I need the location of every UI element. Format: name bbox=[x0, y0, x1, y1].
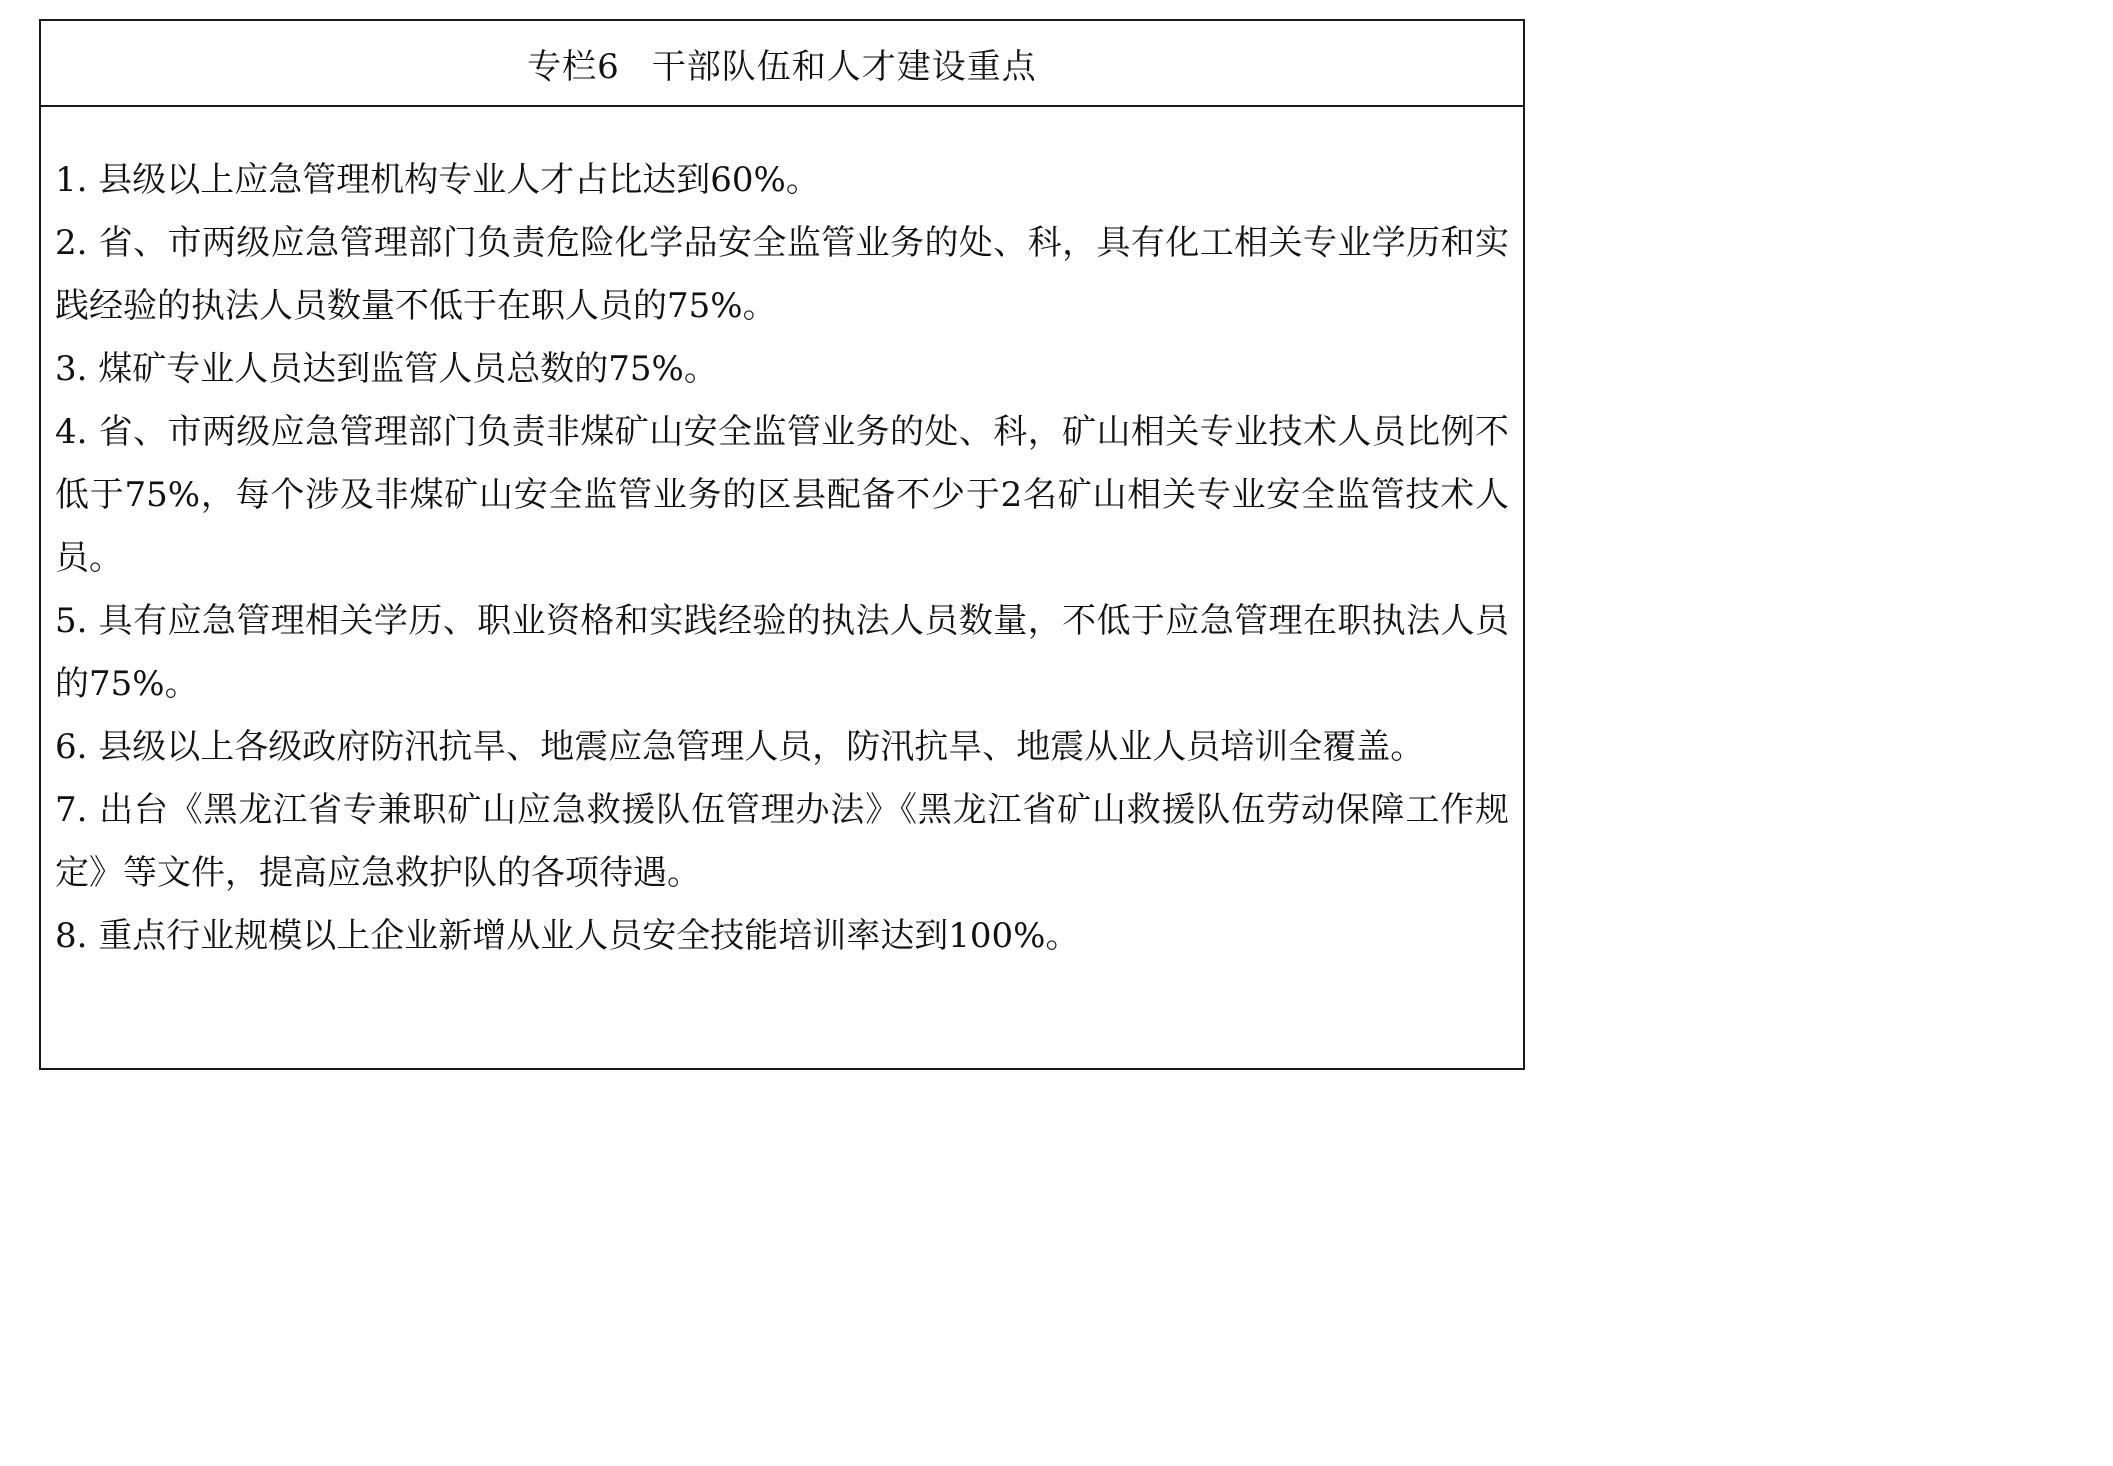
item-text: 煤矿专业人员达到监管人员总数的75%。 bbox=[98, 349, 718, 389]
list-item bbox=[55, 905, 1509, 968]
box-label: 专栏6 bbox=[527, 46, 620, 87]
list-item bbox=[55, 338, 1509, 401]
item-number: 6. bbox=[55, 727, 88, 767]
item-number: 5. bbox=[55, 601, 88, 641]
list-item bbox=[55, 590, 1509, 716]
list-item bbox=[55, 401, 1509, 590]
item-number: 3. bbox=[55, 349, 88, 389]
box-title: 干部队伍和人才建设重点 bbox=[651, 46, 1037, 87]
item-number: 8. bbox=[55, 916, 88, 956]
item-number: 1. bbox=[55, 160, 88, 200]
item-number: 4. bbox=[55, 412, 88, 452]
item-text: 县级以上各级政府防汛抗旱、地震应急管理人员，防汛抗旱、地震从业人员培训全覆盖。 bbox=[98, 727, 1425, 767]
list-item bbox=[55, 779, 1509, 905]
item-text: 省、市两级应急管理部门负责非煤矿山安全监管业务的处、科，矿山相关专业技术人员比例不低于75%，每个涉及非煤矿山安全监管业务的区县配备不少于2名矿山相关专业安全监管技术人员。 bbox=[55, 412, 1509, 578]
item-text: 省、市两级应急管理部门负责危险化学品安全监管业务的处、科，具有化工相关专业学历和实践经验的执法人员数量不低于在职人员的75%。 bbox=[55, 223, 1509, 326]
box-body bbox=[55, 149, 1509, 968]
box-header bbox=[41, 21, 1523, 107]
item-text: 具有应急管理相关学历、职业资格和实践经验的执法人员数量，不低于应急管理在职执法人员的75%。 bbox=[55, 601, 1509, 704]
item-text: 出台《黑龙江省专兼职矿山应急救援队伍管理办法》《黑龙江省矿山救援队伍劳动保障工作规定》等文件，提高应急救护队的各项待遇。 bbox=[55, 790, 1510, 893]
item-text: 县级以上应急管理机构专业人才占比达到60%。 bbox=[98, 160, 820, 200]
list-item bbox=[55, 149, 1509, 212]
list-item bbox=[55, 212, 1509, 338]
feature-box bbox=[39, 19, 1525, 1070]
item-text: 重点行业规模以上企业新增从业人员安全技能培训率达到100%。 bbox=[98, 916, 1080, 956]
item-number: 7. bbox=[55, 790, 88, 830]
item-number: 2. bbox=[55, 223, 88, 263]
list-item bbox=[55, 716, 1509, 779]
